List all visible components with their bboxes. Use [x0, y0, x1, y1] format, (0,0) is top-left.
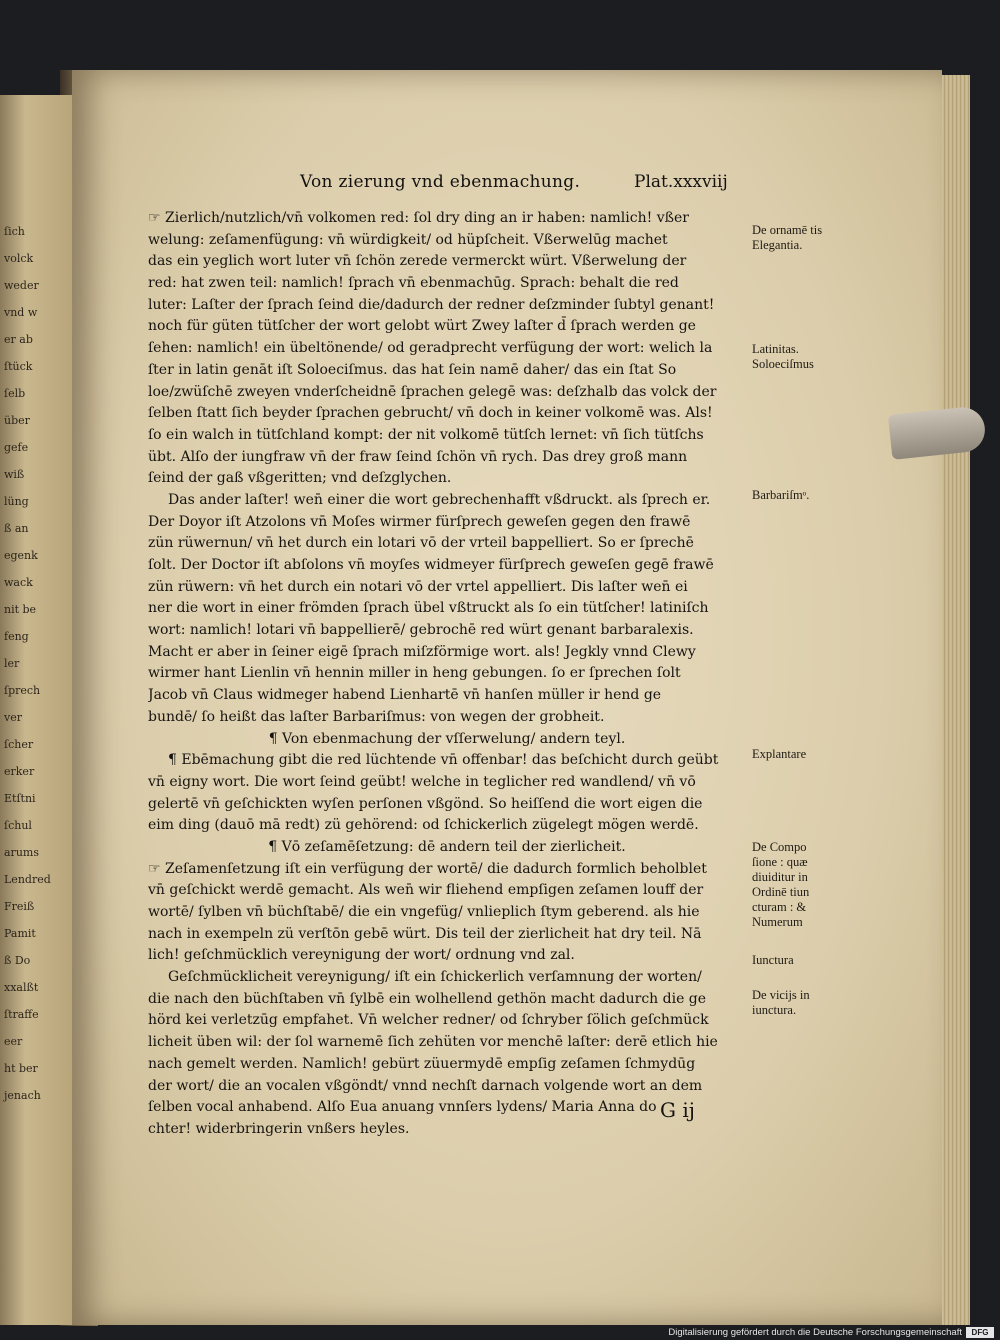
text-line: lich! geſchmücklich vereynigung der wort/ ordnung vnd zal.	[148, 947, 575, 964]
left-page-line: arums	[4, 846, 39, 859]
running-head: Von zierung vnd ebenmachung.	[300, 172, 581, 192]
left-page-line: ler	[4, 657, 20, 670]
text-line: ſelben vocal anhabend. Alſo Eua anuang vnnſers lydens/ Maria Anna do	[148, 1099, 657, 1116]
text-line: ¶ Von ebenmachung der vſſerwelung/ andern teyl.	[268, 730, 626, 747]
text-line: vn̄ geſchickt werdē gemacht. Als wen̄ wir fliehend empſigen zeſamen louff der	[148, 882, 704, 899]
left-page-line: erker	[4, 765, 35, 778]
text-line: ¶ Vō zeſamēſetzung: dē andern teil der zierlicheit.	[268, 838, 626, 855]
text-line: noch für güten tütſcher der wort gelobt würt Zwey laſter d̄ ſprach werden ge	[148, 318, 696, 335]
left-page-line: egenk	[4, 549, 38, 562]
text-line: ner die wort in einer frömden ſprach übel vßtruckt als ſo ein tütſcher! latiniſch	[148, 600, 709, 617]
text-line: wort: namlich! lotari vn̄ bappellierē/ gebrochē red würt genant barbaralexis.	[148, 622, 694, 639]
left-page-line: er ab	[4, 333, 33, 346]
footer-credit: Digitalisierung gefördert durch die Deutsche Forschungsgemeinschaft	[668, 1327, 962, 1338]
left-page-line: ß an	[4, 522, 29, 535]
text-line: Der Doyor iſt Atzolons vn̄ Moſes wirmer fürſprech geweſen gegen den frawē	[148, 513, 691, 530]
marginal-note: Explantare	[752, 747, 807, 761]
left-page-line: ver	[4, 711, 22, 724]
left-page-line: ſtück	[4, 360, 33, 373]
text-line: nach in exempeln zü verſtōn gebē würt. Dis teil der zierlicheit hat dry teil. Nā	[148, 925, 702, 942]
text-line: ſo ein walch in tütſchland kompt: der nit volkomē tütſch lernet: vn̄ ſich tütſchs	[148, 426, 704, 443]
text-line: ſehen: namlich! ein übeltönende/ od geradprecht verfügung der wort: welich la	[148, 340, 713, 357]
left-page-line: lüng	[4, 495, 29, 508]
text-line: zün rüwernun/ vn̄ het durch ein lotari vō der vrteil bappelliert. So er ſprechē	[148, 535, 694, 552]
text-line: red: hat zwen teil: namlich! ſprach vn̄ ebenmachūg. Sprach: behalt die red	[148, 275, 679, 292]
text-line: chter! widerbringerin vnßers heyles.	[148, 1120, 410, 1137]
left-page-line: ſich	[4, 225, 25, 238]
left-page-line: nit be	[4, 603, 37, 616]
left-page-line: wack	[4, 576, 33, 589]
text-line: bundē/ ſo heißt das laſter Barbariſmus: von wegen der grobheit.	[148, 708, 605, 725]
left-page-line: über	[4, 414, 30, 427]
text-line: loe/zwüſchē zweyen vnderſcheidnē ſprachen gelegē was: deſzhalb das volck der	[148, 383, 717, 400]
left-page-line: xxalßt	[4, 981, 39, 994]
left-page-line: ſelb	[4, 387, 26, 400]
text-line: licheit üben wil: der ſol warnemē ſich zehüten vor menchē laſter: derē etlich hie	[148, 1034, 718, 1051]
left-page-line: gefe	[4, 441, 29, 454]
text-line: übt. Alſo der iungfraw vn̄ der fraw ſeind ſchön vn̄ rych. Das drey groß mann	[148, 448, 688, 465]
left-page-line: feng	[4, 630, 29, 643]
text-line: vn̄ eigny wort. Die wort ſeind geübt! welche in teglicher red wandlend/ vn̄ vō	[148, 773, 696, 790]
marginal-note: De vicijs in iunctura.	[752, 988, 810, 1017]
marginal-note: De Compo ſione : quæ diuiditur in Ordinē tiun cturam : & Numerum	[752, 840, 810, 929]
marginal-note: Barbariſmᵒ.	[752, 488, 810, 502]
signature-mark: G ij	[660, 1098, 695, 1122]
left-page-line: jenach	[4, 1089, 41, 1102]
text-line: ☞ Zeſamenſetzung iſt ein verfügung der wortē/ die dadurch formlich beholblet	[148, 860, 707, 877]
text-line: welung: zeſamenfügung: vn̄ würdigkeit/ od hüpſcheit. Vßerwelūg machet	[148, 231, 668, 248]
text-line: die nach den büchſtaben vn̄ ſylbē ein wolhellend gethön macht dadurch die ge	[148, 990, 707, 1007]
text-line: ¶ Ebēmachung gibt die red lüchtende vn̄ offenbar! das beſchicht durch geübt	[168, 752, 719, 769]
left-page-line: Freiß	[4, 900, 35, 913]
left-page-line: vnd w	[4, 306, 38, 319]
text-line: wirmer hant Lienlin vn̄ hennin miller in heng gebungen. ſo er ſprechen ſolt	[148, 665, 681, 682]
bookmark-clip	[888, 405, 987, 460]
left-page-line: ht ber	[4, 1062, 38, 1075]
left-page-edge	[0, 95, 72, 1325]
left-page-line: ß Do	[4, 954, 31, 967]
left-page-line: ſchul	[4, 819, 32, 832]
text-line: ſelben ſtatt ſich beyder ſprachen gebrucht/ vn̄ doch in keiner volkomē was. Als!	[148, 405, 713, 422]
text-line: ſeind der gaß vßgeritten; vnd deſzglychen.	[148, 470, 452, 487]
text-line: das ein yeglich wort luter vn̄ ſchön zerede vermerckt würt. Vßerwelung der	[148, 253, 687, 270]
text-line: luter: Laſter der ſprach ſeind die/dadurch der redner deſzminder ſubtyl genant!	[148, 296, 715, 313]
left-page-line: Etſtni	[4, 792, 36, 805]
left-page-line: weder	[4, 279, 39, 292]
left-page-line: ſtraffe	[4, 1008, 39, 1021]
left-page-line: volck	[4, 252, 34, 265]
left-page-line: wiß	[4, 468, 25, 481]
text-line: Macht er aber in ſeiner eigē ſprach miſzförmige wort. als! Jegkly vnnd Clewy	[148, 643, 696, 660]
text-line: Geſchmücklicheit vereynigung/ iſt ein ſchickerlich verſamnung der worten/	[168, 969, 702, 986]
text-line: Jacob vn̄ Claus widmeger habend Lienhartē vn̄ hanſen müller ir hend ge	[148, 687, 662, 704]
dfg-logo: DFG	[966, 1327, 994, 1338]
footer-bar	[0, 1326, 1000, 1340]
left-page-line: ſcher	[4, 738, 34, 751]
text-line: ſter in latin genāt iſt Soloeciſmus. das hat ſein namē daher/ das ein ſtat So	[148, 361, 677, 378]
marginal-note: De ornamē tis Elegantia.	[752, 223, 823, 252]
text-line: nach gemelt werden. Namlich! gebürt züuermydē empſig zeſamen ſchmydūg	[148, 1055, 696, 1072]
left-page-line: eer	[4, 1035, 23, 1048]
text-line: der wort/ die an vocalen vßgöndt/ vnnd nechſt darnach volgende wort an dem	[148, 1077, 703, 1094]
main-text-block	[148, 208, 746, 1141]
marginal-note: Latinitas. Soloeciſmus	[752, 342, 814, 371]
text-line: ſolt. Der Doctor iſt abſolons vn̄ moyſes widmeyer fürſprech geweſen gegē frawē	[148, 557, 714, 573]
text-line: Das ander laſter! wen̄ einer die wort gebrechenhafft vßdruckt. als ſprech er.	[168, 491, 711, 508]
marginal-note: Iunctura	[752, 953, 794, 967]
text-line: hörd kei verletzūg empfahet. Vn̄ welcher redner/ od ſchryber ſölich geſchmück	[148, 1012, 709, 1029]
left-page-line: ſprech	[4, 684, 41, 697]
text-line: gelertē vn̄ geſchickten wyſen perſonen vßgönd. So heiſſend die wort eigen die	[148, 795, 703, 812]
left-page-line: Lendred	[4, 873, 51, 886]
text-line: wortē/ ſylben vn̄ büchſtabē/ die ein vngefüg/ vnlieplich ſtym geberend. als hie	[148, 904, 700, 920]
left-page-line: Pamit	[4, 927, 36, 940]
text-line: ☞ Zierlich/nutzlich/vn̄ volkomen red: ſol dry ding an ir haben: namlich! vßer	[148, 210, 689, 226]
text-line: eim ding (dauō mā redt) zü gehörend: od ſchickerlich zügelegt mögen werdē.	[148, 817, 699, 834]
folio-number: Plat.xxxviij	[634, 172, 728, 192]
text-line: zün rüwern: vn̄ het durch ein notari vō der vrtel appelliert. Dis laſter wen̄ ei	[148, 578, 688, 595]
